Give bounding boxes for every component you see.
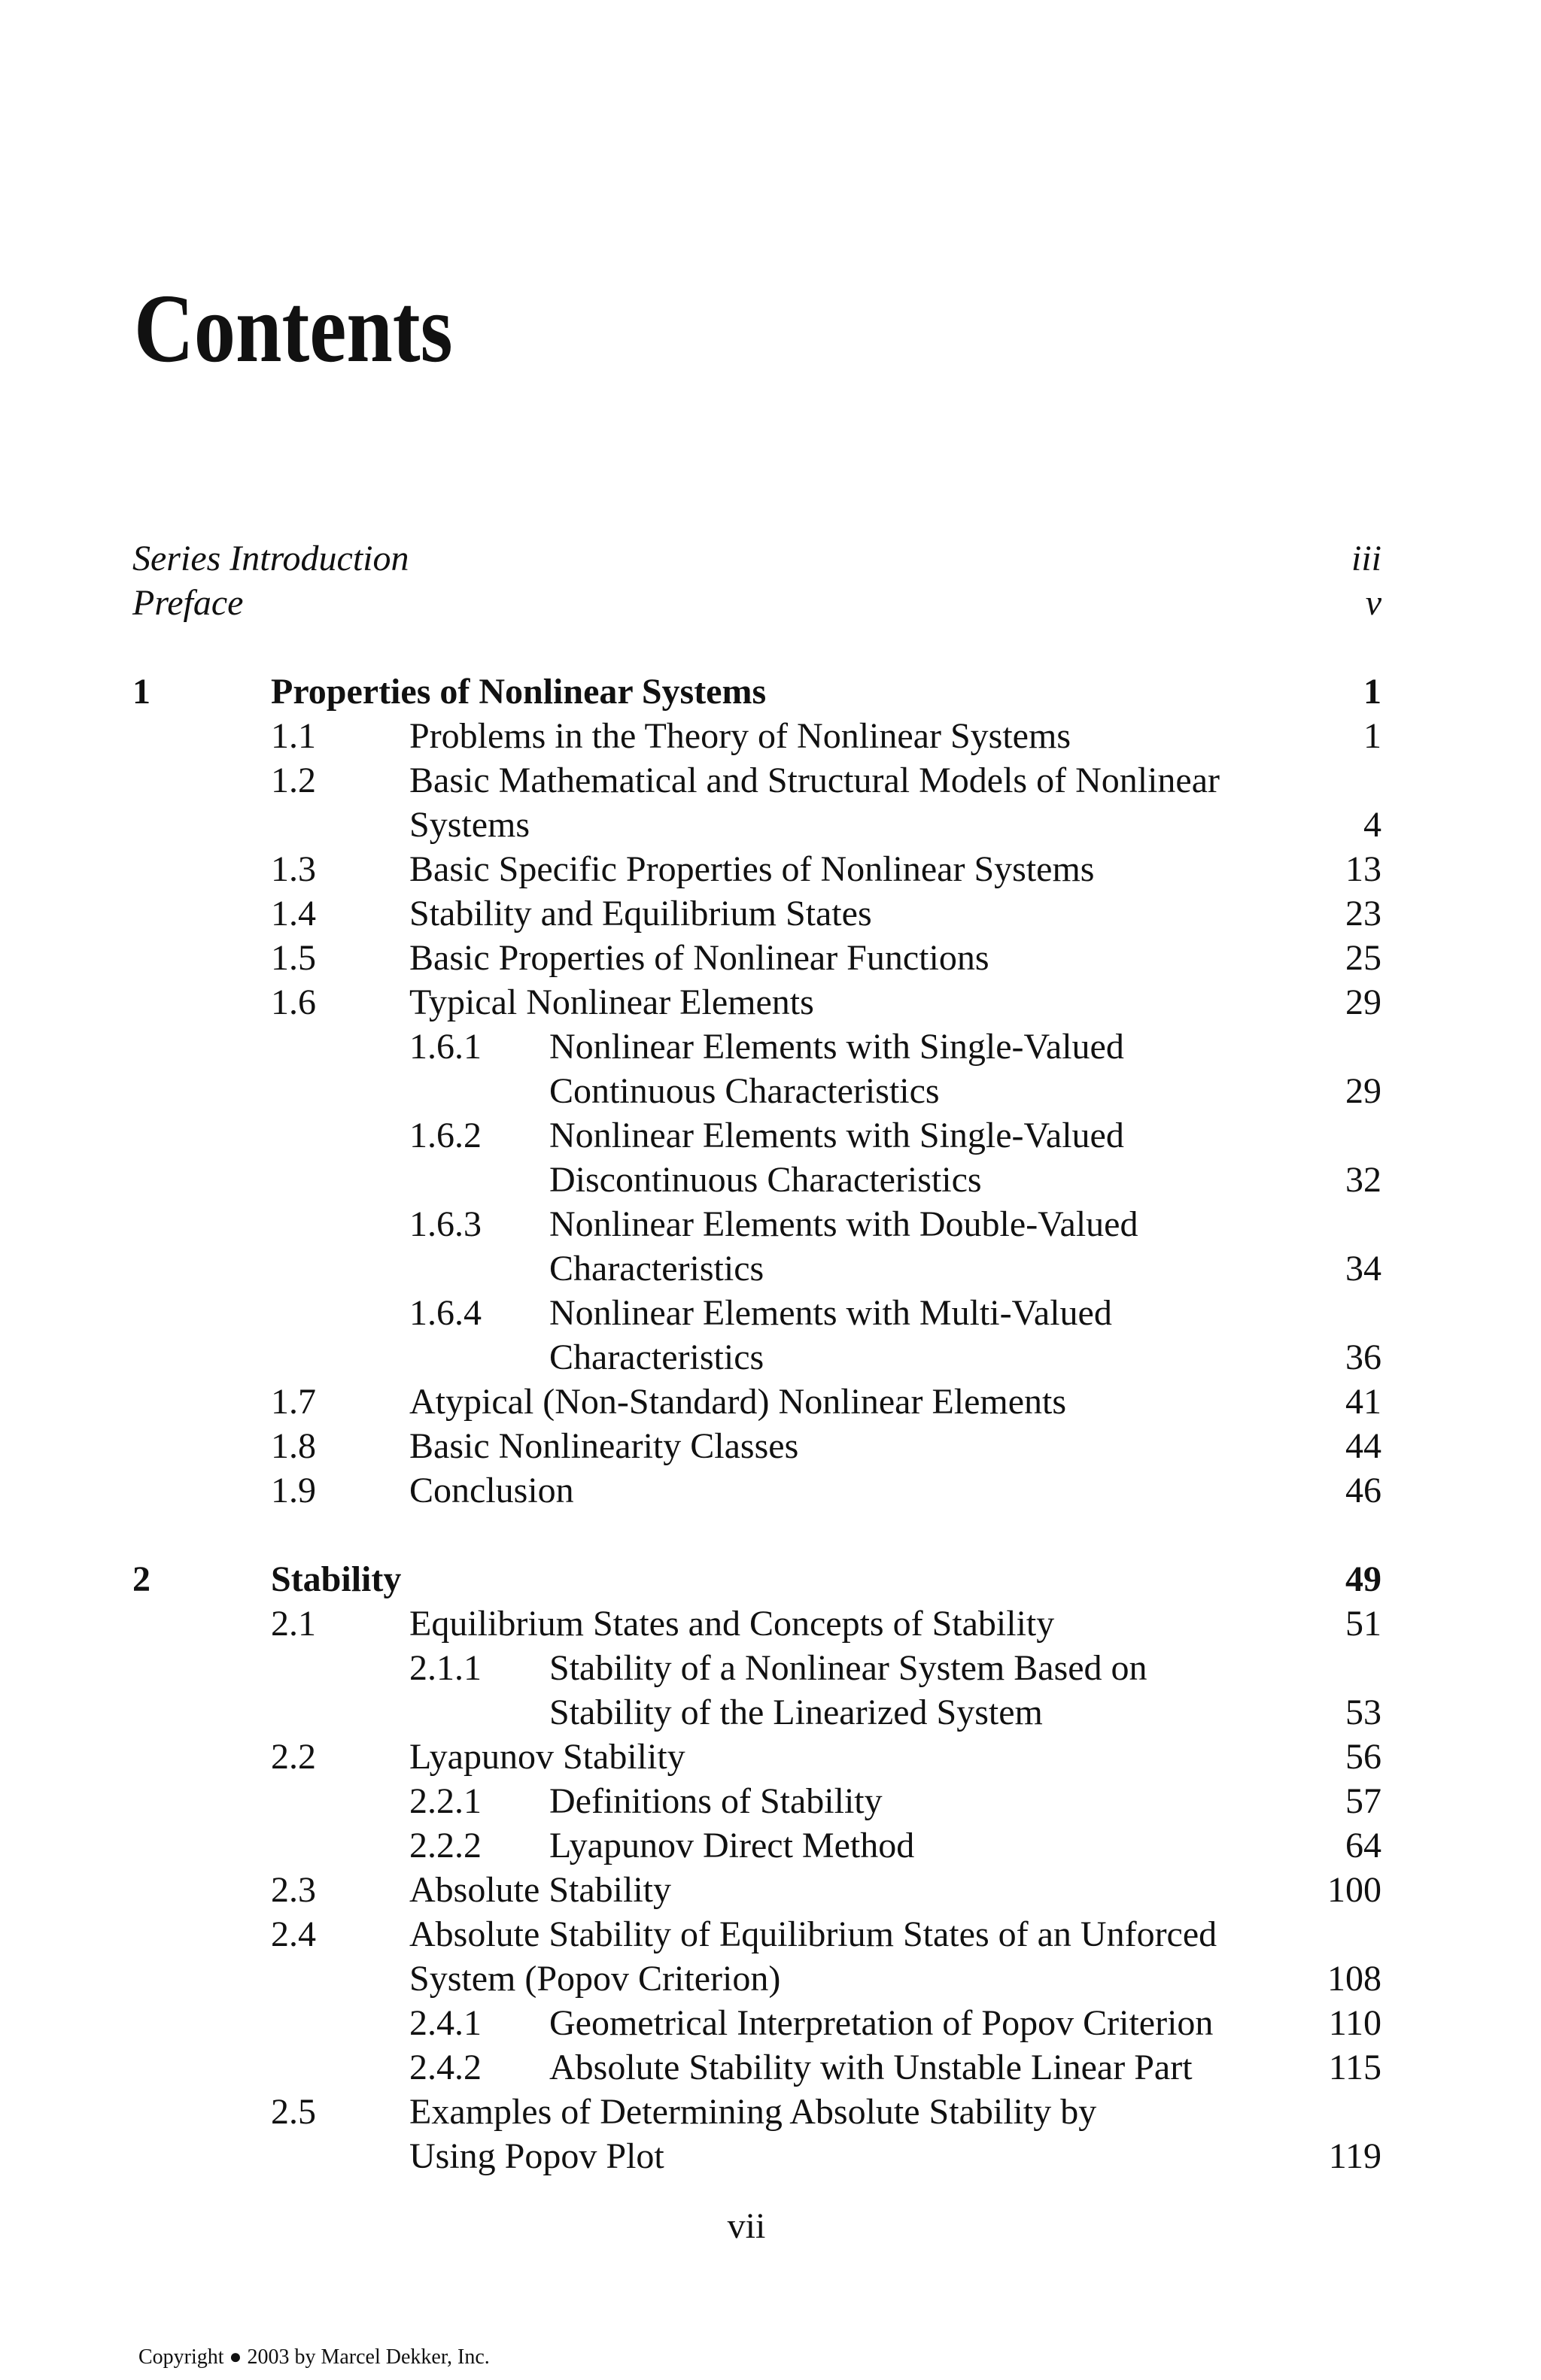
section-number: 1.3 <box>271 849 316 889</box>
section-number: 1.2 <box>271 760 316 800</box>
subsection-page: 36 <box>1345 1337 1381 1377</box>
section-page: 41 <box>1345 1382 1381 1422</box>
chapter-title: Properties of Nonlinear Systems <box>271 672 767 712</box>
section-page: 25 <box>1345 938 1381 978</box>
toc-entry-front-matter <box>132 536 1381 581</box>
section-page: 44 <box>1345 1426 1381 1466</box>
section-title: Typical Nonlinear Elements <box>409 982 814 1022</box>
toc-entry-subsection <box>132 1113 1381 1202</box>
copyright-notice: Copyright ● 2003 by Marcel Dekker, Inc. <box>138 2345 490 2369</box>
section-page: 29 <box>1345 982 1381 1022</box>
toc-entry-section <box>132 1912 1381 2001</box>
chapter-title: Stability <box>271 1559 402 1599</box>
section-title: Stability and Equilibrium States <box>409 894 872 933</box>
toc-entry-section <box>132 891 1381 936</box>
toc-entry-subsection <box>132 1291 1381 1380</box>
subsection-number: 2.2.2 <box>409 1826 482 1865</box>
subsection-title: Absolute Stability with Unstable Linear Part <box>549 2048 1193 2087</box>
toc-entry-section <box>132 1380 1381 1424</box>
page-number: vii <box>727 2206 766 2246</box>
subsection-title: Lyapunov Direct Method <box>549 1826 915 1865</box>
section-page: 23 <box>1345 894 1381 933</box>
table-of-contents <box>132 536 1381 2178</box>
section-number: 2.1 <box>271 1604 316 1644</box>
subsection-number: 2.1.1 <box>409 1648 482 1688</box>
toc-entry-section <box>132 980 1381 1025</box>
section-number: 1.9 <box>271 1471 316 1510</box>
section-number: 2.3 <box>271 1870 316 1910</box>
section-number: 2.5 <box>271 2092 316 2132</box>
section-page: 13 <box>1345 849 1381 889</box>
subsection-page: 57 <box>1345 1781 1381 1821</box>
section-title: Lyapunov Stability <box>409 1737 685 1777</box>
section-number: 1.5 <box>271 938 316 978</box>
section-number: 2.4 <box>271 1914 316 1954</box>
toc-entry-section <box>132 758 1381 847</box>
chapter-number: 2 <box>132 1559 150 1599</box>
subsection-page: 29 <box>1345 1071 1381 1111</box>
section-title: Examples of Determining Absolute Stability by Using Popov Plot <box>409 2092 1097 2176</box>
section-page: 108 <box>1327 1959 1381 1999</box>
subsection-page: 32 <box>1345 1160 1381 1200</box>
toc-entry-section <box>132 1735 1381 1779</box>
section-page: 51 <box>1345 1604 1381 1644</box>
subsection-title: Nonlinear Elements with Multi-Valued Characteristics <box>549 1293 1112 1377</box>
section-title: Basic Properties of Nonlinear Functions <box>409 938 989 978</box>
subsection-number: 1.6.3 <box>409 1204 482 1244</box>
front-matter-page: v <box>1365 583 1381 623</box>
toc-entry-section <box>132 714 1381 758</box>
subsection-title: Stability of a Nonlinear System Based on Stability of the Linearized System <box>549 1648 1147 1732</box>
subsection-number: 2.4.1 <box>409 2003 482 2043</box>
toc-entry-subsection <box>132 1823 1381 1868</box>
section-title: Absolute Stability of Equilibrium States of an Unforced System (Popov Criterion) <box>409 1914 1217 1999</box>
section-number: 2.2 <box>271 1737 316 1777</box>
subsection-page: 110 <box>1328 2003 1381 2043</box>
front-matter-title: Series Introduction <box>132 539 409 578</box>
front-matter-page: iii <box>1351 539 1381 578</box>
toc-entry-section <box>132 1424 1381 1468</box>
section-title: Basic Mathematical and Structural Models of Nonlinear Systems <box>409 760 1220 845</box>
subsection-number: 2.4.2 <box>409 2048 482 2087</box>
section-number: 1.7 <box>271 1382 316 1422</box>
section-title: Basic Nonlinearity Classes <box>409 1426 799 1466</box>
chapter-page: 1 <box>1363 672 1381 712</box>
toc-entry-chapter <box>132 669 1381 714</box>
section-title: Equilibrium States and Concepts of Stability <box>409 1604 1055 1644</box>
toc-entry-subsection <box>132 2045 1381 2090</box>
subsection-number: 1.6.2 <box>409 1116 482 1155</box>
section-title: Absolute Stability <box>409 1870 671 1910</box>
section-number: 1.1 <box>271 716 316 756</box>
toc-entry-chapter <box>132 1557 1381 1601</box>
toc-entry-section <box>132 2090 1381 2178</box>
section-page: 4 <box>1363 805 1381 845</box>
toc-entry-front-matter <box>132 581 1381 625</box>
section-page: 100 <box>1327 1870 1381 1910</box>
chapter-page: 49 <box>1345 1559 1381 1599</box>
toc-entry-section <box>132 936 1381 980</box>
section-page: 56 <box>1345 1737 1381 1777</box>
section-title: Conclusion <box>409 1471 574 1510</box>
section-page: 1 <box>1363 716 1381 756</box>
section-number: 1.8 <box>271 1426 316 1466</box>
page-title: Contents <box>134 275 453 383</box>
toc-entry-section <box>132 1868 1381 1912</box>
section-title: Atypical (Non-Standard) Nonlinear Elements <box>409 1382 1067 1422</box>
front-matter-title: Preface <box>132 583 244 623</box>
section-number: 1.4 <box>271 894 316 933</box>
toc-entry-subsection <box>132 1025 1381 1113</box>
section-title: Problems in the Theory of Nonlinear Systems <box>409 716 1071 756</box>
subsection-title: Nonlinear Elements with Single-Valued Discontinuous Characteristics <box>549 1116 1124 1200</box>
toc-entry-section <box>132 847 1381 891</box>
section-number: 1.6 <box>271 982 316 1022</box>
toc-entry-subsection <box>132 2001 1381 2045</box>
section-page: 119 <box>1328 2136 1381 2176</box>
chapter-number: 1 <box>132 672 150 712</box>
subsection-number: 1.6.4 <box>409 1293 482 1333</box>
toc-entry-subsection <box>132 1646 1381 1735</box>
subsection-page: 53 <box>1345 1692 1381 1732</box>
subsection-page: 115 <box>1328 2048 1381 2087</box>
subsection-title: Geometrical Interpretation of Popov Criterion <box>549 2003 1214 2043</box>
toc-entry-section <box>132 1468 1381 1513</box>
subsection-number: 2.2.1 <box>409 1781 482 1821</box>
subsection-page: 34 <box>1345 1249 1381 1289</box>
toc-entry-subsection <box>132 1779 1381 1823</box>
section-page: 46 <box>1345 1471 1381 1510</box>
toc-entry-section <box>132 1601 1381 1646</box>
subsection-title: Nonlinear Elements with Single-Valued Continuous Characteristics <box>549 1027 1124 1111</box>
toc-entry-subsection <box>132 1202 1381 1291</box>
section-title: Basic Specific Properties of Nonlinear Systems <box>409 849 1095 889</box>
subsection-page: 64 <box>1345 1826 1381 1865</box>
subsection-title: Nonlinear Elements with Double-Valued Characteristics <box>549 1204 1138 1289</box>
subsection-number: 1.6.1 <box>409 1027 482 1067</box>
subsection-title: Definitions of Stability <box>549 1781 883 1821</box>
